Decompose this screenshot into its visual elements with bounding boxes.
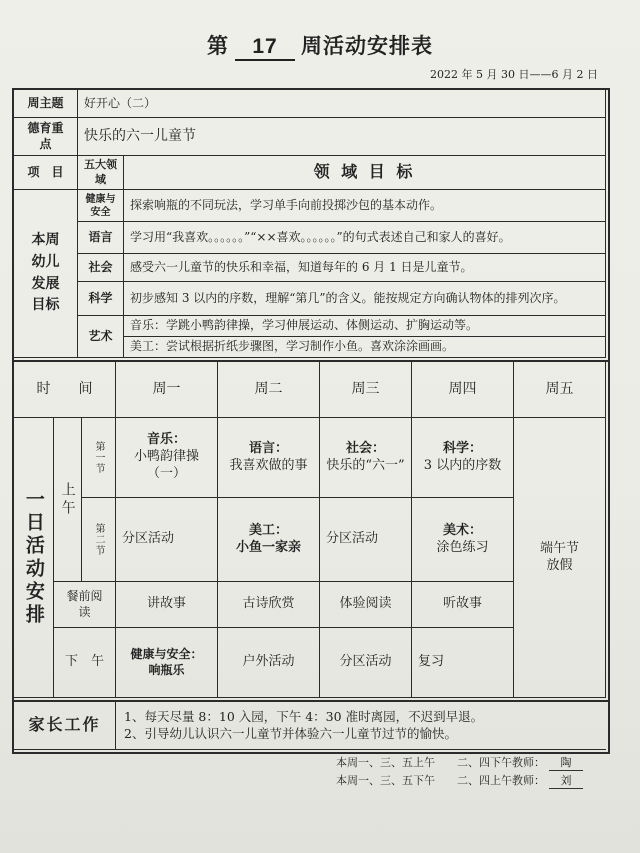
domain-health: 健康与安全	[78, 190, 124, 222]
day-mon: 周一	[116, 362, 218, 418]
domain-social: 社会	[78, 254, 124, 282]
reading-label: 餐前阅读	[54, 582, 116, 628]
goal-science: 初步感知 3 以内的序数，理解“第几”的含义。能按规定方向确认物体的排列次序。	[124, 282, 606, 316]
parents-label: 家长工作	[14, 702, 116, 750]
day-thu: 周四	[412, 362, 514, 418]
moral-label: 德育重点	[14, 118, 78, 156]
morning-label	[54, 418, 82, 582]
pm-tue: 户外活动	[218, 628, 320, 698]
parents-content	[116, 702, 606, 750]
goals-target-header: 领 域 目 标	[124, 156, 606, 190]
daily-side-text: 一日活动安排	[22, 488, 45, 627]
p1-mon	[116, 418, 218, 498]
p2-thu-subject: 美术：	[442, 522, 482, 538]
p2-tue-subject: 美工：	[248, 522, 288, 538]
goals-domains-header: 五大领域	[78, 156, 124, 190]
goal-social: 感受六一儿童节的快乐和幸福，知道每年的 6 月 1 日是儿童节。	[124, 254, 606, 282]
read-tue: 古诗欣赏	[218, 582, 320, 628]
p2-thu	[412, 498, 514, 582]
period1-text: 第一节	[93, 441, 104, 474]
page-title	[0, 30, 640, 61]
theme-label: 周主题	[14, 90, 78, 118]
friday-holiday	[514, 418, 606, 698]
read-mon: 讲故事	[116, 582, 218, 628]
title-suffix: 周活动安排表	[301, 33, 433, 58]
teacher-line-2-text: 本周一、三、五下午 二、四上午教师：	[336, 774, 545, 787]
goals-side-label	[14, 190, 78, 358]
period2-text: 第二节	[93, 523, 104, 556]
p1-wed-content: 快乐的“六一”	[326, 457, 405, 473]
domain-science: 科学	[78, 282, 124, 316]
date-range: 2022 年 5 月 30 日——6 月 2 日	[430, 68, 598, 81]
teacher-line-1-text: 本周一、三、五上午 二、四下午教师：	[336, 756, 545, 769]
title-prefix: 第	[207, 33, 229, 58]
p1-thu-content: 3 以内的序数	[423, 457, 502, 473]
p1-thu	[412, 418, 514, 498]
p1-thu-subject: 科学：	[442, 440, 482, 456]
teacher-line-2	[336, 772, 583, 789]
pm-wed: 分区活动	[320, 628, 412, 698]
teacher-signature-2: 刘	[549, 772, 583, 789]
goals-side-text: 本周幼儿发展目标	[31, 232, 60, 314]
p2-wed-content: 分区活动	[326, 531, 379, 547]
goal-health: 探索响瓶的不同玩法，学习单手向前投掷沙包的基本动作。	[124, 190, 606, 222]
time-header: 时 间	[14, 362, 116, 418]
parents-line2: 2、引导幼儿认识六一儿童节并体验六一儿童节过节的愉快。	[124, 725, 457, 741]
p2-tue-content: 小鱼一家亲	[235, 539, 301, 555]
goal-art-music: 音乐：学跳小鸭韵律操，学习伸展运动、体侧运动、扩胸运动等。	[124, 316, 606, 337]
p1-mon-subject: 音乐：	[146, 432, 186, 448]
p1-wed	[320, 418, 412, 498]
p2-thu-content: 涂色练习	[436, 539, 489, 555]
pm-mon-subject: 健康与安全：	[130, 646, 203, 661]
p1-tue	[218, 418, 320, 498]
period2-label	[82, 498, 116, 582]
p1-wed-subject: 社会：	[345, 440, 385, 456]
day-wed: 周三	[320, 362, 412, 418]
teacher-signature-1: 陶	[549, 754, 583, 771]
moral-value: 快乐的六一儿童节	[78, 118, 606, 156]
pm-mon-content: 响瓶乐	[148, 662, 185, 677]
domain-art: 艺术	[78, 316, 124, 358]
period1-label	[82, 418, 116, 498]
daily-side-label	[14, 418, 54, 698]
theme-value: 好开心（二）	[78, 90, 606, 118]
read-wed: 体验阅读	[320, 582, 412, 628]
pm-thu: 复习	[412, 628, 514, 698]
p1-tue-content: 我喜欢做的事	[229, 457, 308, 473]
afternoon-label: 下 午	[54, 628, 116, 698]
teacher-line-1	[336, 754, 583, 771]
pm-mon	[116, 628, 218, 698]
parents-line1: 1、每天尽量 8：10 入园，下午 4：30 准时离园，不迟到早退。	[124, 709, 484, 725]
week-number: 17	[235, 35, 295, 61]
day-fri: 周五	[514, 362, 606, 418]
p2-mon	[116, 498, 218, 582]
p1-tue-subject: 语言：	[248, 440, 288, 456]
goals-item-header: 项 目	[14, 156, 78, 190]
day-tue: 周二	[218, 362, 320, 418]
p2-wed	[320, 498, 412, 582]
p2-mon-content: 分区活动	[122, 531, 175, 547]
read-thu: 听故事	[412, 582, 514, 628]
morning-text: 上午	[59, 481, 76, 518]
goal-art-craft: 美工：尝试根据折纸步骤图，学习制作小鱼。喜欢涂涂画画。	[124, 337, 606, 358]
p2-tue	[218, 498, 320, 582]
domain-language: 语言	[78, 222, 124, 254]
friday-holiday-text: 端午节放假	[539, 540, 579, 573]
p1-mon-content: 小鸭韵律操（一）	[133, 449, 199, 481]
goal-language: 学习用“我喜欢。。。。。。”“××喜欢。。。。。。”的句式表述自己和家人的喜好。	[124, 222, 606, 254]
